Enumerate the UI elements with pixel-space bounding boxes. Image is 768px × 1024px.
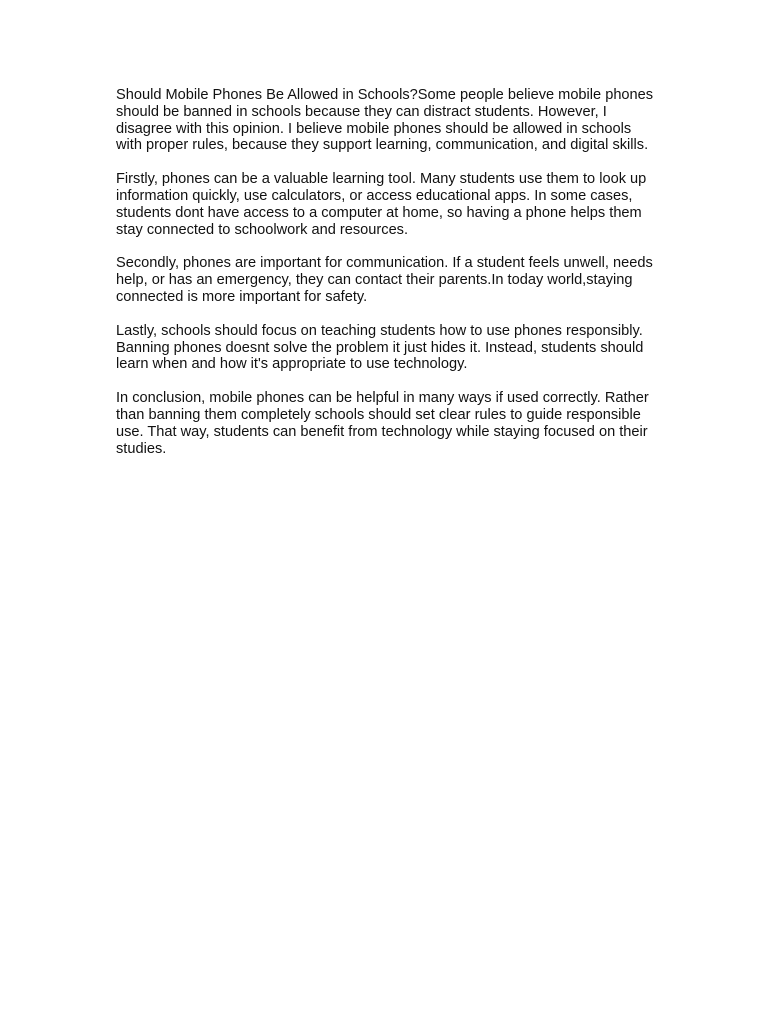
paragraph-learning-tool: Firstly, phones can be a valuable learning tool. Many students use them to look up information quickly, use calculators, or access educational apps. In some cases, students dont have access to a computer at home, so having a phone helps them stay connected to schoolwork and resources. (116, 171, 647, 238)
paragraph-responsibility: Lastly, schools should focus on teaching students how to use phones responsibly. Banning phones doesnt solve the problem it just hides it. Instead, students should learn when and how it's appropriate to use technology. (116, 322, 644, 373)
paragraph-intro: Should Mobile Phones Be Allowed in Schools?Some people believe mobile phones should be banned in schools because they can distract students. However, I disagree with this opinion. I believe mobile phones should be allowed in schools with proper rules, because they support learning, communication, and digital skills. (116, 87, 654, 154)
document-body (116, 87, 656, 457)
paragraph-communication: Secondly, phones are important for communication. If a student feels unwell, needs help, or has an emergency, they can contact their parents.In today world,staying connected is more important for safety. (116, 255, 653, 305)
paragraph-conclusion: In conclusion, mobile phones can be helpful in many ways if used correctly. Rather than banning them completely schools should set clear rules to guide responsible use. That way, students can benefit from technology while staying focused on their studies. (116, 390, 649, 457)
